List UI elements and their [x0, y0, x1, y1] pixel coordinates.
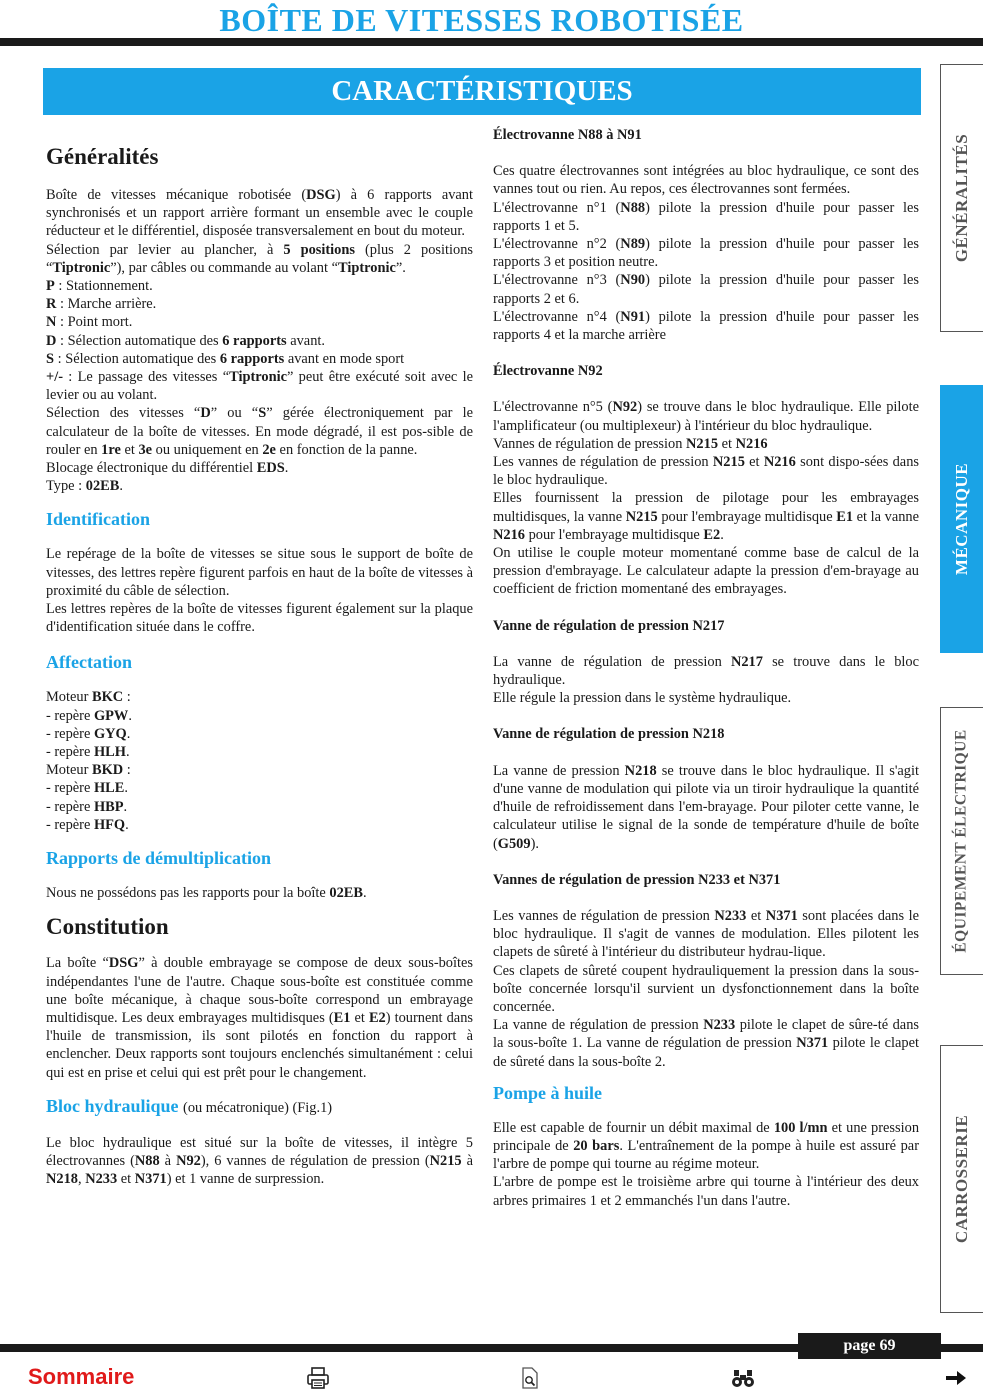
printer-icon[interactable]: [306, 1366, 330, 1390]
paragraph: Ces quatre électrovannes sont intégrées au bloc hydraulique, ce sont des vannes tout ou rien. Au repos, ces électrovannes sont fermées.: [493, 163, 919, 198]
paragraph: Boîte de vitesses mécanique robotisée (DSG) à 6 rapports avant synchronisés et un rapport arrière formant un ensemble avec le couple réducteur et le différentiel, disposée transversalement en bout du moteur.: [46, 187, 473, 240]
paragraph: L'électrovanne n°4 (N91) pilote la pression d'huile pour passer les rapports 4 et la marche arrière: [493, 308, 919, 344]
document-zoom-icon[interactable]: [518, 1366, 542, 1390]
paragraph: La boîte “DSG” à double embrayage se compose de deux sous-boîtes indépendantes l'une de l'autre. Chaque sous-boîte est constituée comme une boîte mécanique, à chaque sous-boîte correspond un embrayage multidisque. Les deux embrayages multidisques (E1 et E2) tournent dans l'huile de transmission, ils sont pilotés en fonction du rapport à enclencher. Deux rapports sont toujours enclenchés simultanément : celui qui est en prise et celui qui est prêt pour le changement.: [46, 955, 473, 1081]
paragraph: Le repérage de la boîte de vitesses se situe sous le support de boîte de vitesses, des lettres repère figurent parfois en haut de la boîte de vitesses à proximité du câble de sélection.: [46, 546, 473, 599]
paragraph: Elle est capable de fournir un débit maximal de 100 l/mn et une pression principale de 20 bars. L'entraînement de la pompe à huile est assuré par l'arbre de pompe qui tourne au régime moteur.: [493, 1119, 920, 1173]
list-item: Moteur BKD :: [46, 762, 131, 779]
paragraph: Type : 02EB.: [46, 478, 123, 495]
sommaire-link[interactable]: Sommaire: [28, 1364, 135, 1389]
paragraph: L'arbre de pompe est le troisième arbre qui tourne à l'intérieur des deux arbres primaires 1 et 2 emmanchés l'un dans l'autre.: [493, 1174, 919, 1209]
heading-identification: Identification: [46, 509, 151, 530]
paragraph: R : Marche arrière.: [46, 296, 157, 313]
paragraph: Les vannes de régulation de pression N215 et N216 sont dispo-sées dans le bloc hydraulique.: [493, 454, 919, 489]
list-item: - repère GYQ.: [46, 725, 131, 742]
tab-mecanique[interactable]: MÉCANIQUE: [940, 385, 983, 653]
list-item: - repère HLH.: [46, 744, 130, 761]
heading-vanne-n218: Vanne de régulation de pression N218: [493, 726, 725, 743]
heading-electrovanne-n88: Électrovanne N88 à N91: [493, 127, 642, 143]
paragraph: +/- : Le passage des vitesses “Tiptronic” peut être exécuté soit avec le levier ou au volant.: [46, 369, 473, 404]
list-item: - repère HFQ.: [46, 816, 129, 833]
paragraph: Sélection des vitesses “D” ou “S” gérée électroniquement par le calculateur de la boîte de vitesses. En mode dégradé, il est pos-sible de rouler en 1re et 3e ou uniquement en 2e en fonction de la panne.: [46, 405, 473, 458]
page-number: page 69: [798, 1333, 941, 1359]
paragraph: Sélection par levier au plancher, à 5 positions (plus 2 positions “Tiptronic”), par câbles ou commande au volant “Tiptronic”.: [46, 241, 473, 276]
paragraph: La vanne de régulation de pression N217 se trouve dans le bloc hydraulique.: [493, 653, 919, 689]
paragraph: On utilise le couple moteur momentané comme base de calcul de la pression d'embrayage. Le calculateur adapte la pression d'em-brayage au coefficient de friction momentané des embrayages.: [493, 545, 919, 598]
heading-electrovanne-n92: Électrovanne N92: [493, 363, 603, 380]
paragraph: L'électrovanne n°1 (N88) pilote la pression d'huile pour passer les rapports 1 et 5.: [493, 199, 919, 234]
paragraph: Le bloc hydraulique est situé sur la boîte de vitesses, il intègre 5 électrovannes (N88 à N92), 6 vannes de régulation de pression (N215 à N218, N233 et N371) et 1 vanne de surpression.: [46, 1134, 473, 1188]
paragraph: Les lettres repères de la boîte de vitesses figurent également sur la plaque d'identification située dans le coffre.: [46, 601, 473, 636]
paragraph: S : Sélection automatique des 6 rapports avant en mode sport: [46, 350, 405, 367]
top-divider: [0, 38, 983, 46]
tab-equipement-electrique[interactable]: ÉQUIPEMENT ÉLECTRIQUE: [940, 707, 983, 975]
paragraph: D : Sélection automatique des 6 rapports avant.: [46, 332, 325, 349]
paragraph: Elle régule la pression dans le système hydraulique.: [493, 690, 792, 707]
binoculars-icon[interactable]: [731, 1366, 755, 1390]
list-item: - repère HBP.: [46, 798, 128, 815]
paragraph: P : Stationnement.: [46, 278, 153, 295]
heading-affectation: Affectation: [46, 652, 132, 673]
left-column: [46, 142, 473, 1188]
paragraph: La vanne de régulation de pression N233 pilote le clapet de sûre-té dans la sous-boîte 1. La vanne de régulation de pression N371 pilote le clapet de sûreté dans la sous-boîte 2.: [493, 1017, 919, 1070]
paragraph: Vannes de régulation de pression N215 et N216: [493, 435, 768, 452]
right-column: [493, 126, 919, 1210]
heading-vannes-n233-n371: Vannes de régulation de pression N233 et N371: [493, 871, 781, 888]
paragraph: L'électrovanne n°3 (N90) pilote la pression d'huile pour passer les rapports 2 et 6.: [493, 272, 919, 307]
heading-rapports: Rapports de démultiplication: [46, 848, 272, 869]
arrow-right-icon[interactable]: [944, 1366, 968, 1390]
paragraph: L'électrovanne n°2 (N89) pilote la pression d'huile pour passer les rapports 3 et position neutre.: [493, 236, 919, 271]
heading-constitution: Constitution: [46, 914, 169, 940]
list-item: - repère GPW.: [46, 707, 132, 724]
section-banner: CARACTÉRISTIQUES: [43, 68, 921, 115]
list-item: Moteur BKC :: [46, 689, 131, 706]
paragraph: Les vannes de régulation de pression N233 et N371 sont placées dans le bloc hydraulique. Il s'agit de vannes de modulation. Elles pilotent les clapets de sûreté à l'intérieur du distributeur hydrau-lique.: [493, 907, 919, 961]
paragraph: Elles fournissent la pression de pilotage pour les embrayages multidisques, la vanne N215 pour l'embrayage multidisque E1 et la vanne N216 pour l'embrayage multidisque E2.: [493, 490, 919, 543]
tab-generalites[interactable]: GÉNÉRALITÉS: [940, 64, 983, 332]
paragraph: Ces clapets de sûreté coupent hydrauliquement la pression dans la sous-boîte concernée lorsqu'il survient un dysfonctionnement dans la boîte concernée.: [493, 962, 919, 1015]
paragraph: L'électrovanne n°5 (N92) se trouve dans le bloc hydraulique. Elle pilote l'amplificateur (ou multiplexeur) à l'intérieur du bloc hydraulique.: [493, 399, 919, 434]
heading-generalites: Généralités: [46, 144, 159, 169]
heading-pompe-huile: Pompe à huile: [493, 1082, 603, 1103]
paragraph: La vanne de pression N218 se trouve dans le bloc hydraulique. Il s'agit d'une vanne de modulation qui pilote via un tiroir hydraulique la quantité d'huile de refroidissement dans l'em-brayage. Pour piloter cette vanne, le calculateur utilise le signal de la sonde de température d'huile de boîte (G509).: [493, 762, 919, 852]
page-title: BOÎTE DE VITESSES ROBOTISÉE: [219, 2, 744, 38]
paragraph: Blocage électronique du différentiel EDS.: [46, 460, 289, 477]
tab-carrosserie[interactable]: CARROSSERIE: [940, 1045, 983, 1313]
list-item: - repère HLE.: [46, 780, 128, 797]
heading-vanne-n217: Vanne de régulation de pression N217: [493, 617, 725, 634]
paragraph: Nous ne possédons pas les rapports pour la boîte 02EB.: [46, 885, 367, 902]
heading-bloc-hydraulique: Bloc hydraulique (ou mécatronique) (Fig.1): [46, 1095, 333, 1116]
paragraph: N : Point mort.: [46, 314, 133, 331]
